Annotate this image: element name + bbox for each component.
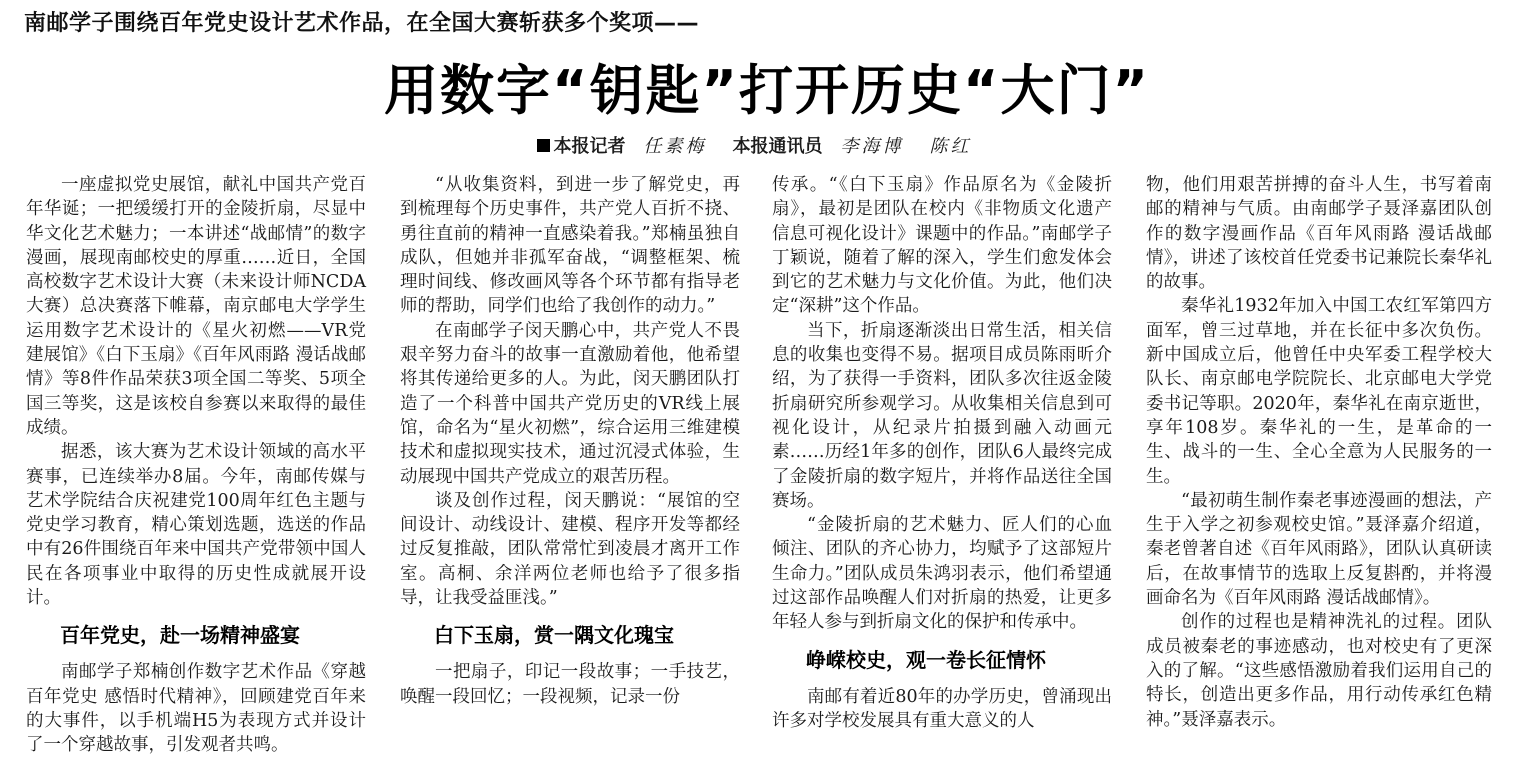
section-heading: 白下玉扇，赏一隅文化瑰宝: [434, 623, 674, 648]
article-column-2: [400, 173, 740, 709]
paragraph: “从收集资料，到进一步了解党史，再到梳理每个历史事件，共产党人百折不挠、勇往直前的精神一直感染着我。”郑楠虽独自成队，但她并非孤军奋战，“调整框架、梳理时间线、修改画风等各个环节都有指导老师的帮助，同学们也给了我创作的动力。”: [400, 175, 740, 317]
paragraph: 一把扇子，印记一段故事；一手技艺，唤醒一段回忆；一段视频，记录一份: [400, 662, 740, 707]
byline: [0, 132, 1534, 158]
section-heading: 峥嵘校史，观一卷长征情怀: [806, 647, 1046, 672]
paragraph: 当下，折扇逐渐淡出日常生活，相关信息的收集也变得不易。据项目成员陈雨昕介绍，为了获得一手资料，团队多次往返金陵折扇研究所参观学习。从收集相关信息到可视化设计，从纪录片拍摄到融入动画元素……历经1年多的创作，团队6人最终完成了金陵折扇的数字短片，并将作品送往全国赛场。: [772, 320, 1112, 511]
paragraph: 南邮有着近80年的办学历史，曾涌现出许多对学校发展具有重大意义的人: [772, 686, 1112, 731]
paragraph: 据悉，该大赛为艺术设计领域的高水平赛事，已连续举办8届。今年，南邮传媒与艺术学院结合庆祝建党100周年红色主题与党史学习教育，精心策划选题，选送的作品中有26件围绕百年来中国共产党带领中国人民在各项事业中取得的历史性成就展开设计。: [26, 442, 366, 609]
paragraph: 谈及创作过程，闵天鹏说：“展馆的空间设计、动线设计、建模、程序开发等都经过反复推敲，团队常常忙到凌晨才离开工作室。高桐、余洋两位老师也给予了很多指导，让我受益匪浅。”: [400, 490, 740, 609]
paragraph: 一座虚拟党史展馆，献礼中国共产党百年华诞；一把缓缓打开的金陵折扇，尽显中华文化艺术魅力；一本讲述“战邮情”的数字漫画，展现南邮校史的厚重……近日，全国高校数字艺术设计大赛（未来设计师NCDA大赛）总决赛落下帷幕，南京邮电大学学生运用数字艺术设计的《星火初燃——VR党建展馆》《白下玉扇》《百年风雨路 漫话战邮情》等8件作品荣获3项全国二等奖、5项全国三等奖，这是该校自参赛以来取得的最佳成绩。: [26, 175, 366, 438]
paragraph: 物，他们用艰苦拼搏的奋斗人生，书写着南邮的精神与气质。由南邮学子聂泽嘉团队创作的数字漫画作品《百年风雨路 漫话战邮情》，讲述了该校首任党委书记兼院长秦华礼的故事。: [1146, 175, 1492, 293]
square-bullet-icon: [537, 139, 550, 152]
paragraph: 南邮学子郑楠创作数字艺术作品《穿越百年党史 感悟时代精神》，回顾建党百年来的大事件，以手机端H5为表现方式并设计了一个穿越故事，引发观者共鸣。: [26, 662, 366, 756]
article-column-1: [26, 173, 366, 758]
section-heading: 百年党史，赴一场精神盛宴: [60, 623, 300, 648]
reporter-name: 任素梅: [643, 136, 707, 157]
reporter-label: 本报记者: [553, 136, 626, 157]
article-column-4: [1146, 173, 1492, 732]
paragraph: 在南邮学子闵天鹏心中，共产党人不畏艰辛努力奋斗的故事一直激励着他，他希望将其传递给更多的人。为此，闵天鹏团队打造了一个科普中国共产党历史的VR线上展馆，命名为“星火初燃”，综合运用三维建模技术和虚拟现实技术，通过沉浸式体验，生动展现中国共产党成立的艰苦历程。: [400, 320, 740, 487]
paragraph: “金陵折扇的艺术魅力、匠人们的心血倾注、团队的齐心协力，均赋予了这部短片生命力。”团队成员朱鸿羽表示，他们希望通过这部作品唤醒人们对折扇的热爱，让更多年轻人参与到折扇文化的保护和传承中。: [772, 515, 1112, 633]
paragraph: 创作的过程也是精神洗礼的过程。团队成员被秦老的事迹感动，也对校史有了更深入的了解。“这些感悟激励着我们运用自己的特长，创造出更多作品，用行动传承红色精神。”聂泽嘉表示。: [1146, 612, 1492, 730]
correspondent-name-2: 陈红: [929, 136, 972, 157]
correspondent-name-1: 李海博: [840, 136, 904, 157]
paragraph: “最初萌生制作秦老事迹漫画的想法，产生于入学之初参观校史馆。”聂泽嘉介绍道，秦老曾著自述《百年风雨路》，团队认真研读后，在故事情节的选取上反复斟酌，并将漫画命名为《百年风雨路 漫话战邮情》。: [1146, 490, 1492, 609]
paragraph: 传承。“《白下玉扇》作品原名为《金陵折扇》，最初是团队在校内《非物质文化遗产信息可视化设计》课题中的作品。”南邮学子丁颖说，随着了解的深入，学生们愈发体会到它的艺术魅力与文化价值。为此，他们决定“深耕”这个作品。: [772, 175, 1112, 317]
kicker-subtitle: 南邮学子围绕百年党史设计艺术作品，在全国大赛斩获多个奖项——: [24, 11, 700, 36]
article-column-3: [772, 173, 1112, 733]
correspondent-label: 本报通讯员: [732, 136, 823, 157]
paragraph: 秦华礼1932年加入中国工农红军第四方面军，曾三过草地，并在长征中多次负伤。新中国成立后，他曾任中央军委工程学校大队长、南京邮电学院院长、北京邮电大学党委书记等职。2020年，秦华礼在南京逝世，享年108岁。秦华礼的一生，是革命的一生、战斗的一生、全心全意为人民服务的一生。: [1146, 296, 1492, 487]
headline: 用数字“钥匙”打开历史“大门”: [384, 59, 1150, 122]
